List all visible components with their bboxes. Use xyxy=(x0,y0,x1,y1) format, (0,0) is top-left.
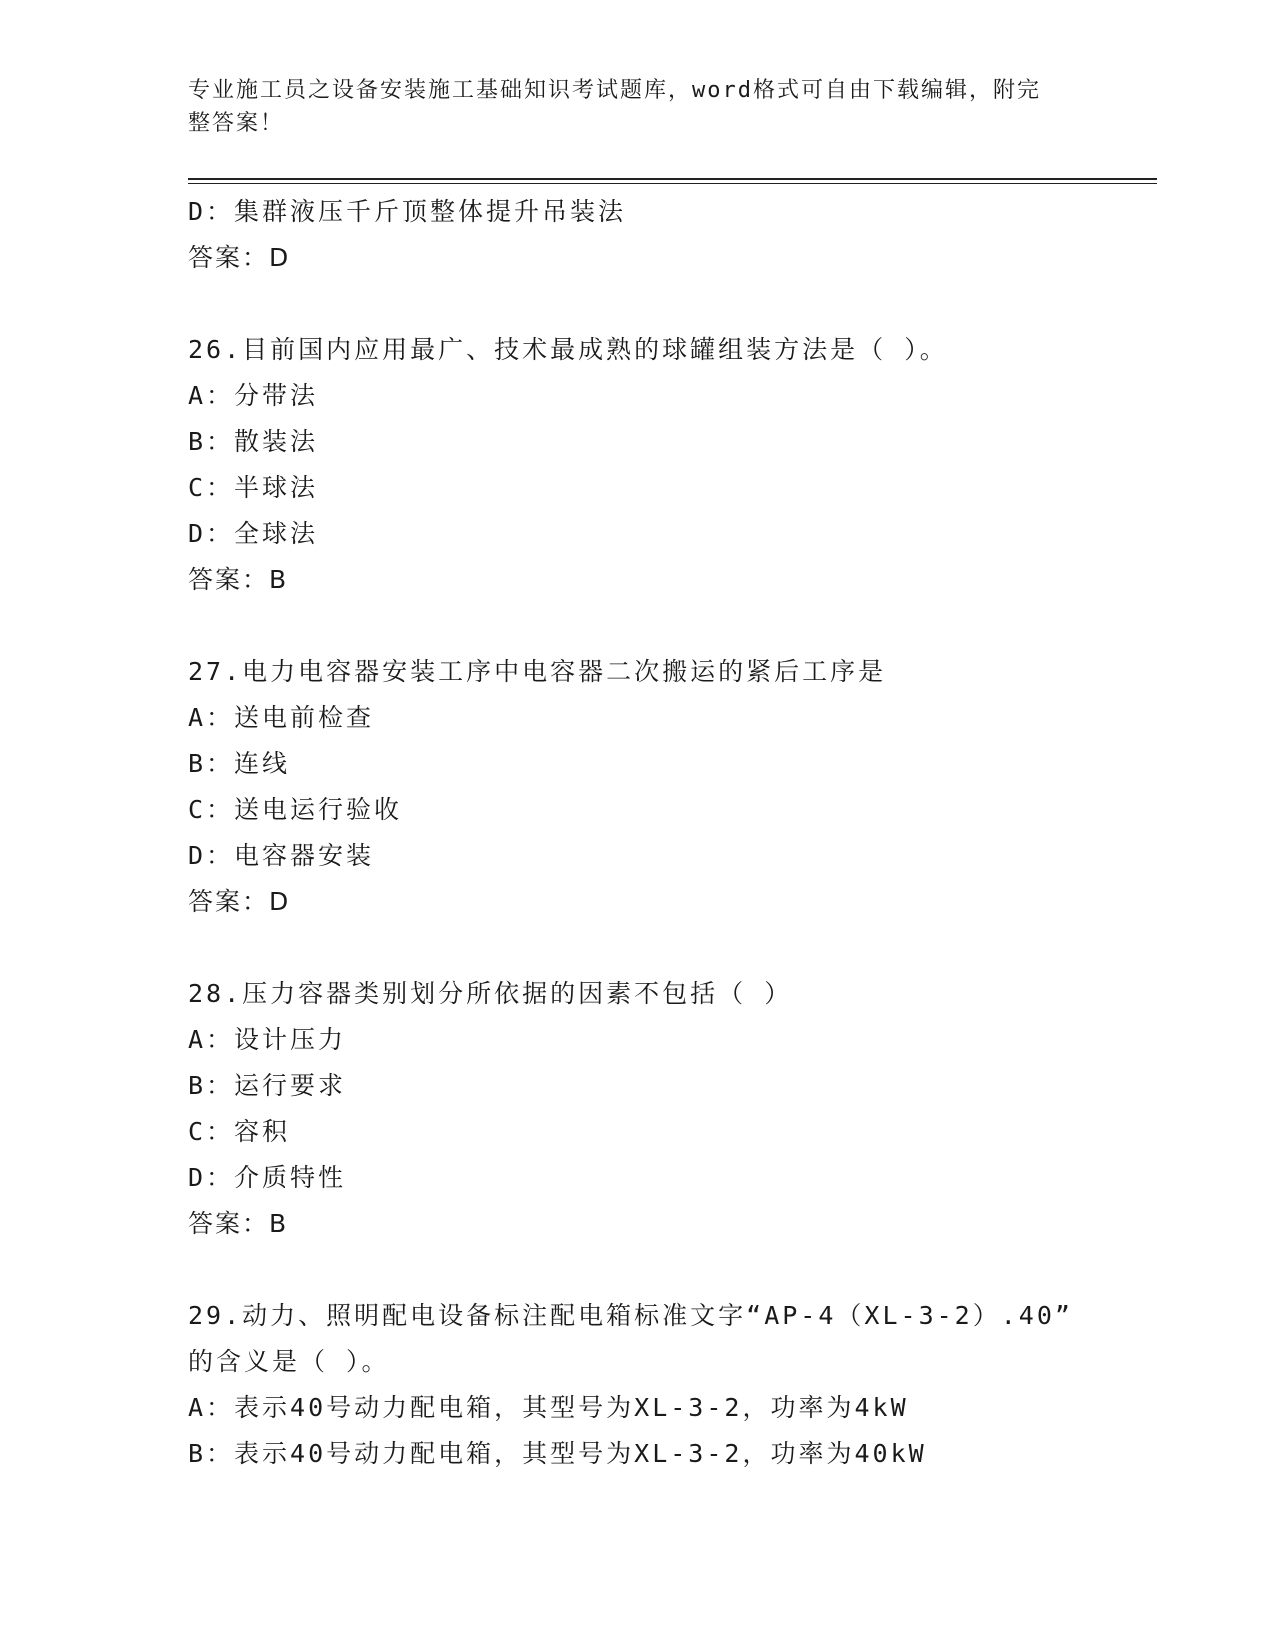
question-29 xyxy=(188,1293,1148,1477)
answer-line: 答案：B xyxy=(188,565,289,594)
option-d: D：全球法 xyxy=(188,519,319,548)
answer-line: 答案：D xyxy=(188,887,291,916)
option-d: D：介质特性 xyxy=(188,1163,347,1192)
option-b: B：运行要求 xyxy=(188,1071,347,1100)
option-a: A：分带法 xyxy=(188,381,319,410)
header-title-line2: 整答案！ xyxy=(188,111,285,136)
question-stem: 27.电力电容器安装工序中电容器二次搬运的紧后工序是 xyxy=(188,657,887,686)
answer-line: 答案：B xyxy=(188,1209,289,1238)
document-header xyxy=(188,74,1068,140)
option-b: B：表示40号动力配电箱，其型号为XL-3-2，功率为40kW xyxy=(188,1439,927,1468)
document-body xyxy=(188,189,1148,1477)
header-rule-thick xyxy=(188,178,1157,180)
option-a: A：表示40号动力配电箱，其型号为XL-3-2，功率为4kW xyxy=(188,1393,909,1422)
option-c: C：容积 xyxy=(188,1117,291,1146)
question-26 xyxy=(188,327,1148,603)
option-d: D：电容器安装 xyxy=(188,841,375,870)
question-27 xyxy=(188,649,1148,925)
previous-question-tail xyxy=(188,189,1148,281)
question-stem: 26.目前国内应用最广、技术最成熟的球罐组装方法是（ ）。 xyxy=(188,335,948,364)
option-b: B：散装法 xyxy=(188,427,319,456)
question-stem-line2: 的含义是（ ）。 xyxy=(188,1347,390,1376)
question-28 xyxy=(188,971,1148,1247)
header-rule-thin xyxy=(188,183,1157,184)
option-a: A：送电前检查 xyxy=(188,703,375,732)
option-b: B：连线 xyxy=(188,749,291,778)
option-a: A：设计压力 xyxy=(188,1025,347,1054)
question-stem-line1: 29.动力、照明配电设备标注配电箱标准文字“AP-4（XL-3-2）.40” xyxy=(188,1301,1073,1330)
header-title-line1: 专业施工员之设备安装施工基础知识考试题库，word格式可自由下载编辑，附完 xyxy=(188,78,1041,103)
question-stem: 28.压力容器类别划分所依据的因素不包括（ ） xyxy=(188,979,793,1008)
option-c: C：送电运行验收 xyxy=(188,795,403,824)
option-d: D：集群液压千斤顶整体提升吊装法 xyxy=(188,197,627,226)
option-c: C：半球法 xyxy=(188,473,319,502)
answer-line: 答案：D xyxy=(188,243,291,272)
